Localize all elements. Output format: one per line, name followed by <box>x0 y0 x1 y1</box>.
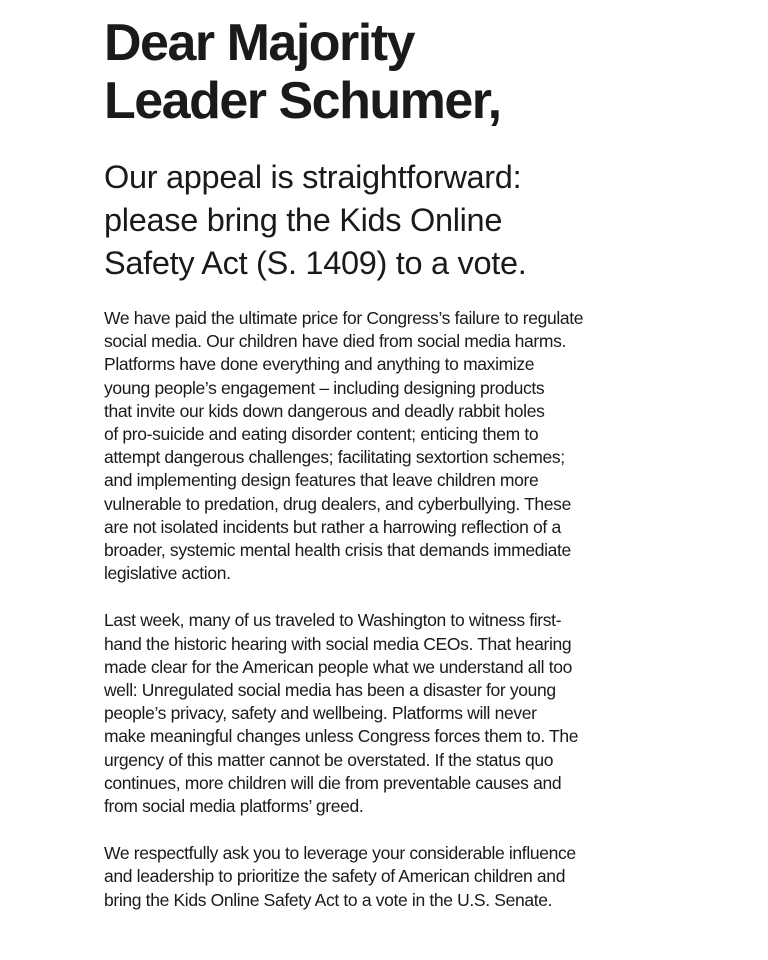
letter-appeal-heading <box>104 156 684 285</box>
letter-page <box>104 14 684 936</box>
paragraph-line: vulnerable to predation, drug dealers, and cyberbullying. These <box>104 493 571 514</box>
paragraph-line: that invite our kids down dangerous and deadly rabbit holes <box>104 400 545 421</box>
paragraph-line: legislative action. <box>104 563 231 584</box>
paragraph-line: We respectfully ask you to leverage your considerable influence <box>104 843 576 864</box>
paragraph-line: Platforms have done everything and anything to maximize <box>104 354 535 375</box>
body-paragraph-1 <box>104 307 684 585</box>
appeal-line: Safety Act (S. 1409) to a vote. <box>104 245 527 281</box>
paragraph-line: and implementing design features that leave children more <box>104 470 539 491</box>
paragraph-line: and leadership to prioritize the safety of American children and <box>104 866 566 887</box>
salutation-line: Dear Majority <box>104 14 414 72</box>
paragraph-line: Last week, many of us traveled to Washington to witness first- <box>104 610 562 631</box>
paragraph-line: are not isolated incidents but rather a harrowing reflection of a <box>104 516 561 537</box>
paragraph-line: continues, more children will die from preventable causes and <box>104 772 562 793</box>
paragraph-line: urgency of this matter cannot be overstated. If the status quo <box>104 749 554 770</box>
paragraph-line: well: Unregulated social media has been a disaster for young <box>104 680 556 701</box>
paragraph-line: attempt dangerous challenges; facilitating sextortion schemes; <box>104 447 565 468</box>
paragraph-line: We have paid the ultimate price for Congress’s failure to regulate <box>104 308 584 328</box>
body-paragraph-3 <box>104 842 684 912</box>
paragraph-line: from social media platforms’ greed. <box>104 796 364 817</box>
salutation-line: Leader Schumer, <box>104 72 501 130</box>
appeal-line: Our appeal is straightforward: <box>104 159 522 195</box>
paragraph-line: of pro-suicide and eating disorder content; enticing them to <box>104 424 539 445</box>
paragraph-line: social media. Our children have died from social media harms. <box>104 331 567 352</box>
letter-salutation <box>104 14 684 130</box>
paragraph-line: bring the Kids Online Safety Act to a vote in the U.S. Senate. <box>104 889 553 910</box>
appeal-line: please bring the Kids Online <box>104 202 503 238</box>
letter-body <box>104 307 684 912</box>
paragraph-line: make meaningful changes unless Congress forces them to. The <box>104 726 579 747</box>
paragraph-line: broader, systemic mental health crisis that demands immediate <box>104 540 571 561</box>
paragraph-line: people’s privacy, safety and wellbeing. Platforms will never <box>104 703 537 724</box>
paragraph-line: made clear for the American people what we understand all too <box>104 656 572 677</box>
paragraph-line: young people’s engagement – including designing products <box>104 377 545 398</box>
body-paragraph-2 <box>104 609 684 818</box>
paragraph-line: hand the historic hearing with social media CEOs. That hearing <box>104 633 572 654</box>
